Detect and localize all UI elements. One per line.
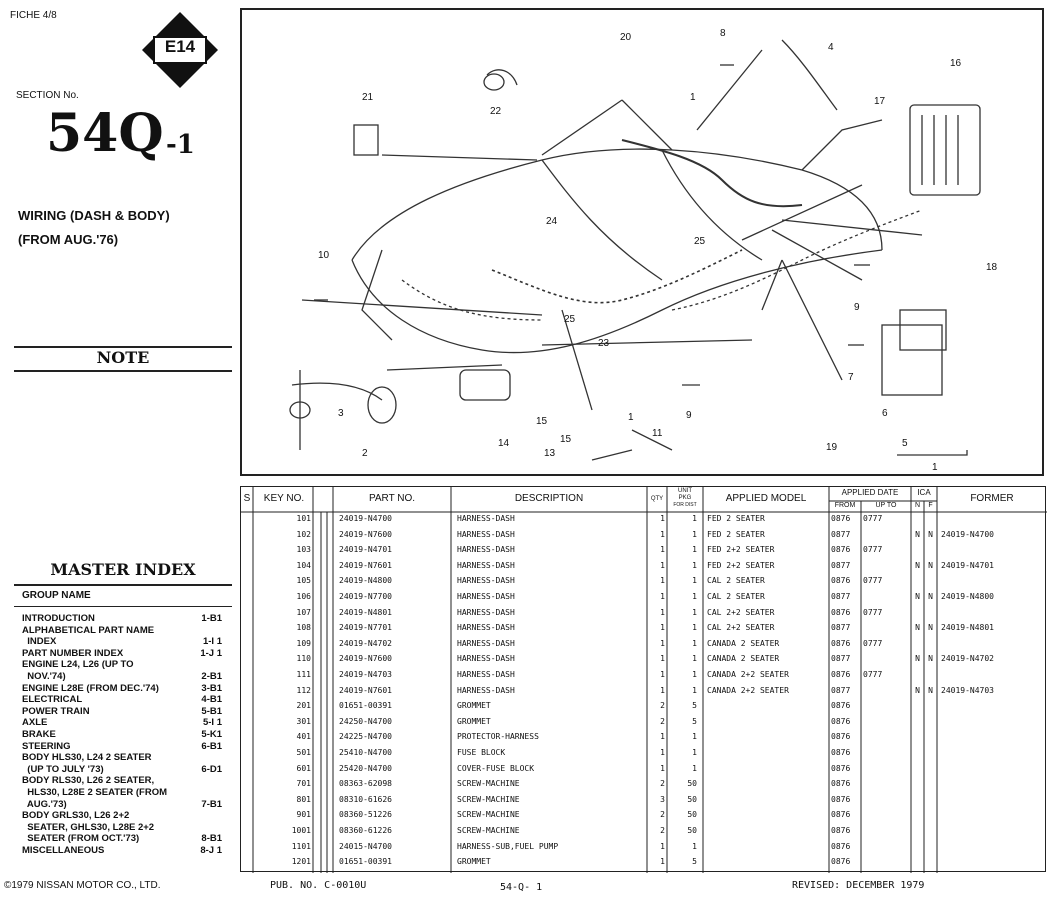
cell-part: 25420-N4700 [339,763,392,773]
cell-unit: 1 [692,576,697,586]
cell-unit: 50 [687,794,697,804]
group-index-item [22,684,222,694]
group-index-item [22,730,222,740]
cell-f: N [928,529,933,539]
group-index-item [22,626,222,636]
cell-part: 08360-61226 [339,826,392,835]
callout-number: 1 [932,462,938,473]
cell-model: FED 2 SEATER [707,529,765,539]
cell-qty: 3 [660,794,665,804]
cell-model: FED 2+2 SEATER [707,545,775,555]
callout-number: 21 [362,92,374,103]
group-name: BODY RLS30, L26 2 SEATER, [22,775,155,787]
callout-number: 17 [874,96,886,107]
cell-key: 1201 [291,857,311,867]
col-s-header: S [243,493,251,504]
col-f-header: F [928,502,933,509]
col-date-header: APPLIED DATE [841,488,899,497]
cell-unit: 1 [692,670,697,679]
cell-desc: HARNESS-DASH [457,529,515,539]
cell-unit: 1 [692,638,697,648]
fiche-label: FICHE 4/8 [10,10,57,21]
group-index-item [22,707,222,717]
group-index-item [22,846,222,856]
cell-part: 01651-00391 [339,857,392,867]
cell-from: 0877 [831,560,851,570]
cell-f: N [928,592,933,601]
cell-from: 0876 [831,794,851,804]
cell-from: 0876 [831,826,851,835]
cell-from: 0876 [831,748,851,757]
cell-f: N [928,654,933,664]
cell-from: 0876 [831,763,851,773]
cell-key: 501 [296,748,311,757]
group-index-item [22,742,222,752]
cell-key: 901 [296,810,311,820]
cell-unit: 1 [692,560,697,570]
cell-desc: HARNESS-DASH [457,685,515,695]
cell-desc: SCREW-MACHINE [457,794,520,804]
cell-qty: 1 [660,763,665,773]
group-name: POWER TRAIN [22,705,90,717]
sidebar [0,0,238,902]
cell-qty: 2 [660,826,665,835]
callout-number: 19 [826,442,838,453]
cell-from: 0876 [831,576,851,586]
group-name: ENGINE L28E (FROM DEC.'74) [22,682,159,694]
col-upto-header: UP TO [875,502,897,509]
cell-from: 0876 [831,810,851,820]
cell-part: 24019-N7600 [339,529,392,539]
section-suffix: -1 [166,130,195,160]
cell-from: 0877 [831,529,851,539]
cell-unit: 1 [692,654,697,664]
cell-qty: 1 [660,576,665,586]
callout-number: 20 [620,32,632,43]
note-heading: NOTE [96,348,150,367]
parts-table [240,486,1046,872]
cell-part: 24019-N7701 [339,623,392,633]
cell-desc: SCREW-MACHINE [457,810,520,820]
col-model-header: APPLIED MODEL [725,493,807,504]
cell-desc: GROMMET [457,857,491,867]
cell-model: CANADA 2+2 SEATER [707,685,789,695]
cell-qty: 1 [660,732,665,742]
group-name: INTRODUCTION [22,613,95,624]
callout-number: 5 [902,438,908,449]
cell-unit: 50 [687,779,697,789]
cell-unit: 50 [687,810,697,820]
cell-unit: 1 [692,841,697,851]
cell-part: 24019-N4703 [339,670,392,679]
cell-upto: 0777 [863,514,883,523]
cell-from: 0876 [831,716,851,726]
group-page-ref: 4-B1 [201,694,222,706]
cell-model: CANADA 2 SEATER [707,654,780,664]
callout-number: 7 [848,372,854,383]
cell-unit: 1 [692,623,697,633]
cell-from: 0877 [831,623,851,633]
cell-qty: 1 [660,529,665,539]
cell-desc: HARNESS-DASH [457,607,515,617]
group-index-item [22,800,222,810]
callout-number: 10 [318,250,330,261]
section-title: WIRING (DASH & BODY) [18,208,170,223]
group-page-ref: 7-B1 [201,798,222,810]
cell-model: CANADA 2 SEATER [707,638,780,648]
cell-from: 0876 [831,779,851,789]
cell-unit: 1 [692,545,697,555]
cell-desc: HARNESS-DASH [457,654,515,664]
section-badge: E14 [164,37,196,56]
col-part-header: PART NO. [368,493,416,504]
cell-model: CAL 2+2 SEATER [707,607,775,617]
group-name: ALPHABETICAL PART NAME [22,624,155,636]
cell-qty: 1 [660,514,665,523]
cell-model: CANADA 2+2 SEATER [707,670,789,679]
cell-model: FED 2 SEATER [707,514,765,523]
callout-number: 1 [628,412,634,423]
col-desc-header: DESCRIPTION [514,493,584,504]
cell-from: 0876 [831,545,851,555]
cell-former: 24019-N4801 [941,623,994,633]
cell-desc: FUSE BLOCK [457,748,506,757]
cell-qty: 2 [660,779,665,789]
callout-number: 1 [690,92,696,103]
callout-number: 15 [560,434,572,445]
cell-part: 24019-N4700 [339,514,392,523]
cell-qty: 1 [660,560,665,570]
group-index-item [22,823,222,833]
cell-from: 0877 [831,654,851,664]
cell-part: 24019-N7601 [339,560,392,570]
cell-former: 24019-N4703 [941,685,994,695]
cell-n: N [915,560,920,570]
group-name: BRAKE [22,729,56,740]
col-from-header: FROM [834,502,856,509]
group-page-ref: 5-B1 [201,705,222,717]
callout-number: 18 [986,262,998,273]
group-page-ref: 8-B1 [201,833,222,845]
cell-upto: 0777 [863,545,883,555]
cell-n: N [915,623,920,633]
col-former-header: FORMER [970,493,1014,504]
cell-desc: HARNESS-DASH [457,638,515,648]
col-ica-header: ICA [917,488,931,497]
callout-number: 9 [686,410,692,421]
cell-part: 24225-N4700 [339,732,392,742]
cell-desc: SCREW-MACHINE [457,826,520,835]
cell-unit: 1 [692,607,697,617]
cell-from: 0876 [831,607,851,617]
group-index-item [22,672,222,682]
cell-qty: 1 [660,685,665,695]
cell-from: 0876 [831,857,851,867]
cell-part: 24019-N4800 [339,576,392,586]
group-name: MISCELLANEOUS [22,845,105,856]
group-index-item [22,637,222,647]
cell-part: 24019-N7700 [339,592,392,601]
callout-number: 16 [950,58,962,69]
group-name-heading: GROUP NAME [22,590,91,601]
col-unit-header: UNIT PKG FOR DIST [673,488,697,508]
cell-former: 24019-N4701 [941,560,994,570]
cell-qty: 1 [660,748,665,757]
section-label: SECTION No. [16,90,79,101]
group-name: SEATER (FROM OCT.'73) [22,833,140,845]
group-name: (UP TO JULY '73) [22,763,104,775]
cell-key: 107 [296,607,311,617]
cell-from: 0877 [831,685,851,695]
callout-number: 15 [536,416,548,427]
cell-key: 601 [296,763,311,773]
cell-qty: 1 [660,607,665,617]
group-page-ref: 5-I 1 [202,717,222,729]
exploded-car-diagram [242,10,1042,474]
callout-number: 6 [882,408,888,419]
cell-key: 110 [296,654,311,664]
callout-number: 25 [564,314,576,325]
master-index-heading: MASTER INDEX [50,560,196,579]
cell-part: 25410-N4700 [339,748,392,757]
cell-desc: HARNESS-DASH [457,576,515,586]
cell-part: 08360-51226 [339,810,392,820]
cell-desc: PROTECTOR-HARNESS [457,732,539,742]
cell-key: 104 [296,560,311,570]
group-page-ref: 6-D1 [201,763,222,775]
callout-number: 24 [546,216,558,227]
cell-qty: 1 [660,638,665,648]
cell-desc: GROMMET [457,701,491,711]
cell-qty: 1 [660,592,665,601]
cell-former: 24019-N4700 [941,529,994,539]
col-key-header: KEY NO. [263,493,305,504]
group-name: STEERING [22,740,71,752]
cell-part: 08310-61626 [339,794,392,804]
group-index-item [22,834,222,844]
group-name: NOV.'74) [22,671,66,682]
cell-part: 24019-N7600 [339,654,392,664]
group-page-ref: 1-I 1 [202,636,222,648]
cell-from: 0876 [831,514,851,523]
cell-part: 24015-N4700 [339,841,392,851]
group-index-item [22,788,222,798]
cell-qty: 2 [660,701,665,711]
group-page-ref: 1-B1 [201,613,222,624]
wiring-diagram [240,8,1044,476]
callout-number: 11 [652,428,663,439]
group-index-item [22,660,222,670]
copyright: ©1979 NISSAN MOTOR CO., LTD. [4,880,161,891]
group-name: BODY HLS30, L24 2 SEATER [22,752,152,764]
cell-from: 0877 [831,592,851,601]
cell-qty: 1 [660,654,665,664]
cell-from: 0876 [831,670,851,679]
group-name: HLS30, L28E 2 SEATER (FROM [22,787,167,798]
cell-model: FED 2+2 SEATER [707,560,775,570]
cell-f: N [928,560,933,570]
group-name: SEATER, GHLS30, L28E 2+2 [22,821,155,833]
cell-n: N [915,654,920,664]
group-index-item [22,614,222,624]
cell-from: 0876 [831,701,851,711]
group-name: BODY GRLS30, L26 2+2 [22,810,130,822]
cell-key: 1001 [291,826,311,835]
col-qty-header: QTY [650,496,664,502]
cell-n: N [915,529,920,539]
callout-number: 13 [544,448,556,459]
cell-upto: 0777 [863,638,883,648]
cell-key: 101 [296,514,311,523]
cell-key: 201 [296,701,311,711]
cell-part: 24019-N4701 [339,545,392,555]
cell-n: N [915,592,920,601]
group-name: ELECTRICAL [22,694,83,706]
section-subtitle: (FROM AUG.'76) [18,232,119,247]
cell-unit: 1 [692,685,697,695]
group-page-ref: 5-K1 [201,729,222,740]
group-page-ref: 3-B1 [201,682,222,694]
cell-unit: 5 [692,701,697,711]
cell-desc: COVER-FUSE BLOCK [457,763,535,773]
group-name: AUG.'73) [22,798,67,810]
cell-upto: 0777 [863,576,883,586]
callout-number: 23 [598,338,610,349]
cell-qty: 1 [660,545,665,555]
cell-qty: 1 [660,857,665,867]
cell-qty: 2 [660,716,665,726]
cell-unit: 1 [692,529,697,539]
cell-upto: 0777 [863,607,883,617]
callout-number: 4 [828,42,834,53]
cell-former: 24019-N4702 [941,654,994,664]
group-page-ref: 1-J 1 [200,647,222,659]
cell-unit: 1 [692,748,697,757]
cell-desc: GROMMET [457,716,491,726]
cell-desc: HARNESS-DASH [457,623,515,633]
callout-number: 9 [854,302,860,313]
cell-qty: 1 [660,670,665,679]
cell-unit: 1 [692,592,697,601]
cell-unit: 1 [692,514,697,523]
group-name: ENGINE L24, L26 (UP TO [22,659,134,671]
page-number: 54-Q- 1 [500,882,543,893]
group-index-item [22,695,222,705]
revised-date: REVISED: DECEMBER 1979 [792,880,925,891]
group-index-item [22,776,222,786]
cell-unit: 1 [692,763,697,773]
group-name: PART NUMBER INDEX [22,647,124,659]
cell-model: CAL 2 SEATER [707,592,765,601]
callout-number: 8 [720,28,726,39]
cell-key: 801 [296,794,311,804]
group-page-ref: 6-B1 [201,740,222,752]
callout-number: 14 [498,438,510,449]
cell-unit: 50 [687,826,697,835]
cell-desc: SCREW-MACHINE [457,779,520,789]
cell-key: 701 [296,779,311,789]
cell-former: 24019-N4800 [941,592,994,601]
cell-part: 24019-N4702 [339,638,392,648]
group-index-item [22,811,222,821]
cell-from: 0876 [831,732,851,742]
cell-model: CAL 2 SEATER [707,576,765,586]
group-index-item [22,649,222,659]
cell-qty: 1 [660,841,665,851]
pub-number: PUB. NO. C-0010U [270,880,367,891]
cell-desc: HARNESS-DASH [457,545,515,555]
cell-model: CAL 2+2 SEATER [707,623,775,633]
cell-key: 103 [296,545,311,555]
callout-number: 3 [338,408,344,419]
cell-desc: HARNESS-DASH [457,592,515,601]
group-index-item [22,765,222,775]
callout-number: 25 [694,236,706,247]
cell-unit: 5 [692,716,697,726]
cell-key: 106 [296,592,311,601]
cell-qty: 1 [660,623,665,633]
group-name: INDEX [22,636,57,648]
cell-key: 401 [296,732,311,742]
group-page-ref: 2-B1 [201,671,222,682]
group-name: AXLE [22,717,48,729]
callout-number: 2 [362,448,368,459]
cell-key: 301 [296,716,311,726]
car-roof-line [352,149,882,260]
cell-unit: 5 [692,857,697,867]
cell-part: 01651-00391 [339,701,392,711]
cell-key: 111 [296,670,311,679]
cell-qty: 2 [660,810,665,820]
section-number: 54Q [46,103,164,164]
cell-part: 24250-N4700 [339,716,392,726]
cell-from: 0876 [831,841,851,851]
cell-n: N [915,685,920,695]
cell-part: 24019-N4801 [339,607,392,617]
group-page-ref: 8-J 1 [200,845,222,856]
cell-f: N [928,685,933,695]
cell-key: 1101 [291,841,311,851]
cell-desc: HARNESS-DASH [457,560,515,570]
cell-desc: HARNESS-DASH [457,514,515,523]
cell-key: 108 [296,623,311,633]
cell-part: 08363-62098 [339,779,392,789]
cell-key: 109 [296,638,311,648]
cell-unit: 1 [692,732,697,742]
group-index-item [22,718,222,728]
cell-desc: HARNESS-SUB,FUEL PUMP [457,841,559,851]
cell-part: 24019-N7601 [339,685,392,695]
group-index-item [22,753,222,763]
cell-upto: 0777 [863,670,883,679]
col-n-header: N [914,502,921,509]
cell-from: 0876 [831,638,851,648]
callout-number: 22 [490,106,502,117]
cell-key: 105 [296,576,311,586]
cell-f: N [928,623,933,633]
cell-desc: HARNESS-DASH [457,670,515,679]
cell-key: 102 [296,529,311,539]
cell-key: 112 [296,685,311,695]
